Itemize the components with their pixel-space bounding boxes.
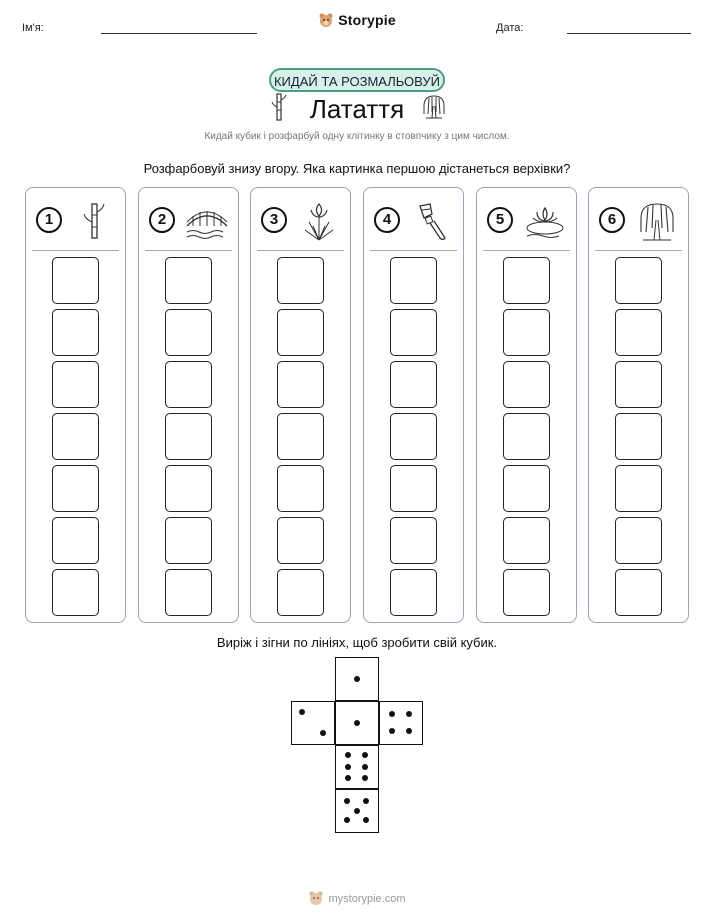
die-pip	[299, 709, 305, 715]
color-cell[interactable]	[52, 465, 99, 512]
color-cell[interactable]	[277, 257, 324, 304]
column-divider	[370, 250, 457, 251]
color-cell[interactable]	[503, 361, 550, 408]
column-divider	[595, 250, 682, 251]
column-2	[138, 187, 239, 623]
color-cell[interactable]	[277, 569, 324, 616]
die-pip	[363, 798, 369, 804]
column-divider	[145, 250, 232, 251]
die-pip	[344, 817, 350, 823]
color-cell[interactable]	[615, 309, 662, 356]
color-cell[interactable]	[390, 309, 437, 356]
die-face-4	[379, 701, 423, 745]
column-divider	[483, 250, 570, 251]
die-pip	[406, 728, 412, 734]
date-label: Дата:	[496, 22, 524, 34]
die-face-1	[335, 657, 379, 701]
footer-url: mystorypie.com	[328, 893, 406, 905]
die-pip	[354, 720, 360, 726]
color-cell[interactable]	[615, 465, 662, 512]
color-cell[interactable]	[52, 517, 99, 564]
color-cell[interactable]	[503, 257, 550, 304]
iris-flower-icon	[295, 200, 343, 242]
color-cell[interactable]	[52, 361, 99, 408]
die-face-2	[291, 701, 335, 745]
willow-tree-icon	[633, 200, 681, 242]
color-cell[interactable]	[615, 517, 662, 564]
color-cell[interactable]	[615, 413, 662, 460]
column-number: 2	[149, 207, 175, 233]
column-4	[363, 187, 464, 623]
color-cell[interactable]	[52, 309, 99, 356]
color-cell[interactable]	[277, 517, 324, 564]
instruction-text: Розфарбовуй знизу вгору. Яка картинка першою дістанеться верхівки?	[143, 161, 571, 176]
column-divider	[32, 250, 119, 251]
die-pip	[363, 817, 369, 823]
column-6	[588, 187, 689, 623]
die-pip	[389, 711, 395, 717]
color-cell[interactable]	[277, 309, 324, 356]
color-cell[interactable]	[277, 413, 324, 460]
color-cell[interactable]	[503, 569, 550, 616]
bamboo-icon	[70, 200, 118, 242]
color-cell[interactable]	[277, 361, 324, 408]
die-face-1	[335, 701, 379, 745]
column-number: 4	[374, 207, 400, 233]
die-pip	[345, 752, 351, 758]
color-cell[interactable]	[277, 465, 324, 512]
willow-tree-icon	[420, 92, 448, 120]
column-number: 1	[36, 207, 62, 233]
color-cell[interactable]	[165, 517, 212, 564]
die-pip	[406, 711, 412, 717]
color-cell[interactable]	[165, 361, 212, 408]
column-3	[250, 187, 351, 623]
color-cell[interactable]	[165, 569, 212, 616]
color-cell[interactable]	[615, 569, 662, 616]
activity-badge: КИДАЙ ТА РОЗМАЛЬОВУЙ	[269, 68, 445, 92]
color-cell[interactable]	[390, 569, 437, 616]
brand-logo	[0, 12, 714, 28]
color-cell[interactable]	[165, 309, 212, 356]
color-cell[interactable]	[390, 257, 437, 304]
color-cell[interactable]	[165, 413, 212, 460]
die-pip	[389, 728, 395, 734]
color-cell[interactable]	[390, 465, 437, 512]
storypie-bear-icon	[318, 12, 334, 28]
paintbrush-icon	[408, 200, 456, 242]
color-cell[interactable]	[390, 517, 437, 564]
color-cell[interactable]	[390, 361, 437, 408]
column-number: 3	[261, 207, 287, 233]
color-cell[interactable]	[503, 309, 550, 356]
subtitle: Кидай кубик і розфарбуй одну клітинку в стовпчику з цим числом.	[204, 131, 510, 142]
color-cell[interactable]	[503, 517, 550, 564]
die-pip	[345, 764, 351, 770]
die-pip	[320, 730, 326, 736]
die-pip	[354, 808, 360, 814]
color-cell[interactable]	[503, 413, 550, 460]
column-number: 6	[599, 207, 625, 233]
column-number: 5	[487, 207, 513, 233]
water-lily-icon	[521, 200, 569, 242]
column-5	[476, 187, 577, 623]
die-pip	[354, 676, 360, 682]
page-title: Латаття	[309, 94, 405, 124]
color-cell[interactable]	[165, 257, 212, 304]
color-cell[interactable]	[165, 465, 212, 512]
die-pip	[362, 752, 368, 758]
name-label: Ім'я:	[22, 22, 44, 34]
date-line	[567, 33, 691, 34]
color-cell[interactable]	[503, 465, 550, 512]
bridge-icon	[183, 200, 231, 242]
name-line	[101, 33, 257, 34]
column-divider	[257, 250, 344, 251]
die-pip	[344, 798, 350, 804]
die-pip	[362, 764, 368, 770]
brand-name: Storypie	[338, 12, 396, 28]
storypie-bear-icon	[308, 890, 324, 906]
footer	[0, 890, 714, 906]
die-pip	[362, 775, 368, 781]
die-pip	[345, 775, 351, 781]
color-cell[interactable]	[390, 413, 437, 460]
color-cell[interactable]	[52, 413, 99, 460]
column-1	[25, 187, 126, 623]
die-face-6	[335, 745, 379, 789]
color-cell[interactable]	[615, 361, 662, 408]
color-cell[interactable]	[52, 257, 99, 304]
color-cell[interactable]	[52, 569, 99, 616]
cut-instruction: Виріж і зігни по лініях, щоб зробити свій кубик.	[216, 635, 498, 650]
die-face-5	[335, 789, 379, 833]
color-cell[interactable]	[615, 257, 662, 304]
